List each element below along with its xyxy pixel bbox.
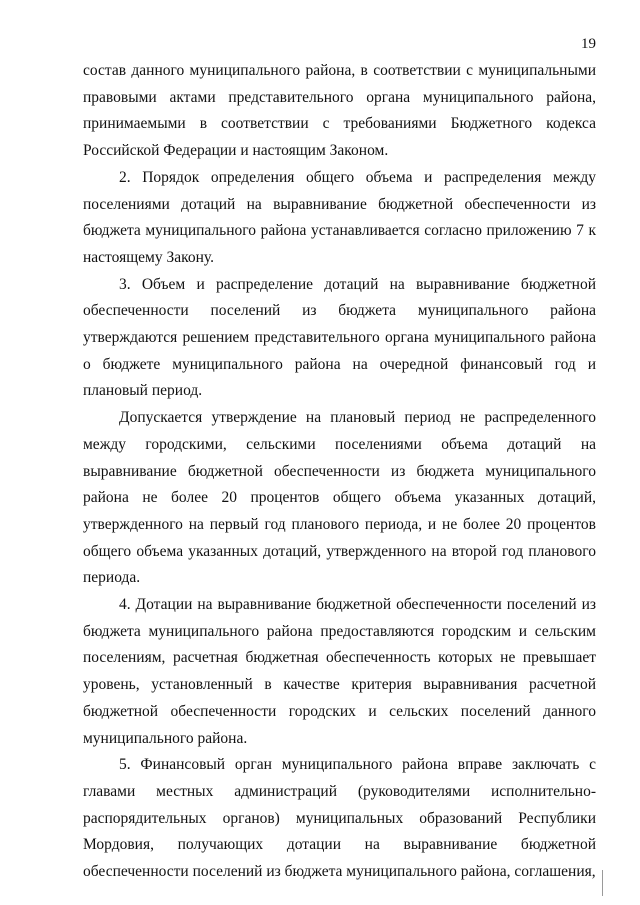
paragraph-continuation: состав данного муниципального района, в соответствии с муниципальными правовыми актами представительного органа муниципального района, принимаемыми в соответствии с требованиями Бюджетного кодекса Российской Федерации и настоящим Законом.: [83, 62, 596, 160]
paragraph-item-3: 3. Объем и распределение дотаций на выравнивание бюджетной обеспеченности поселений из бюджета муниципального района утверждаются решением представительного органа муниципального района о бюджете муниципального района на очередной финансовый год и плановый период.: [83, 275, 596, 400]
scan-edge-mark: [602, 870, 603, 896]
paragraph-item-3-allowance: Допускается утверждение на плановый период не распределенного между городскими, сельскими поселениями объема дотаций на выравнивание бюджетной обеспеченности из бюджета муниципального района не более 20 процентов общего объема указанных дотаций, утвержденного на первый год планового периода, и не более 20 процентов общего объема указанных дотаций, утвержденного на второй год планового периода.: [83, 409, 596, 587]
document-body: [83, 58, 596, 886]
paragraph-item-4: 4. Дотации на выравнивание бюджетной обеспеченности поселений из бюджета муниципального района предоставляются городским и сельским поселениям, расчетная бюджетная обеспеченность которых не превышает уровень, установленный в качестве критерия выравнивания расчетной бюджетной обеспеченности городских и сельских поселений данного муниципального района.: [83, 596, 596, 747]
page-number: 19: [581, 36, 596, 52]
paragraph-item-2: 2. Порядок определения общего объема и распределения между поселениями дотаций на выравнивание бюджетной обеспеченности из бюджета муниципального района устанавливается согласно приложению 7 к настоящему Закону.: [83, 168, 596, 266]
paragraph-item-5: 5. Финансовый орган муниципального района вправе заключать с главами местных администраций (руководителями исполнительно-распорядительных органов) муниципальных образований Республики Мордовия, получающих дотации на выравнивание бюджетной обеспеченности поселений из бюджета муниципального района, соглашения,: [83, 756, 596, 881]
